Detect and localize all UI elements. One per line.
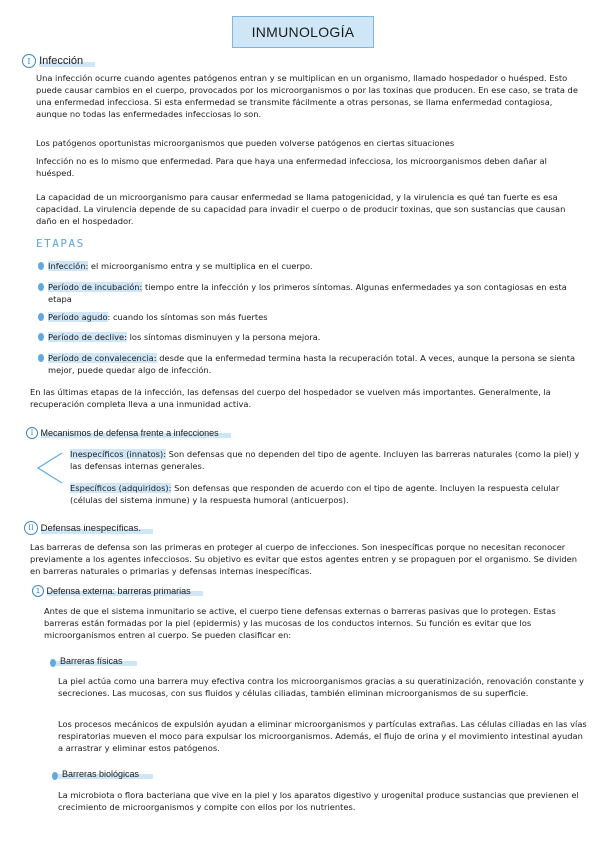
list-item: [70, 448, 590, 472]
paragraph: La microbiota o flora bacteriana que vive en la piel y los aparatos digestivo y urogenital produce sustancias que previenen el crecimiento de microorganismos y compite con ellos por los nutrientes.: [58, 790, 579, 812]
stage-desc: tiempo entre la infección y los primeros síntomas. Algunas enfermedades ya son contagiosas en esta etapa: [48, 282, 567, 304]
stage-term: Infección:: [48, 261, 89, 271]
mechanism-desc: Son defensas que no dependen del tipo de agente. Incluyen las barreras naturales (como la piel) y las defensas internas generales.: [70, 449, 580, 471]
mechanism-term: Inespecíficos (innatos):: [70, 449, 167, 459]
page-title: INMUNOLOGÍA: [232, 16, 374, 48]
stage-desc: desde que la enfermedad termina hasta la recuperación total. A veces, aunque la persona se sienta mejor, puede quedar algo de infección.: [48, 353, 576, 375]
list-item: [48, 331, 588, 343]
stage-term: Período de incubación:: [48, 282, 143, 292]
bullet-icon: [38, 354, 44, 362]
bullet-icon: [38, 262, 44, 270]
section-heading-infeccion: [22, 54, 83, 68]
bullet-icon: [50, 659, 56, 667]
paragraph: Infección no es lo mismo que enfermedad. Para que haya una enfermedad infecciosa, los microorganismos deben dañar al huésped.: [36, 156, 547, 178]
section-title: Infección: [39, 55, 84, 67]
list-item: [48, 311, 588, 323]
paragraph: La piel actúa como una barrera muy efectiva contra los microorganismos gracias a su queratinización, renovación constante y secreciones. Las mucosas, con sus fluidos y células ciliadas, también eliminan microorganismos de su superficie.: [58, 676, 584, 698]
mechanism-desc: Son defensas que responden de acuerdo con el tipo de agente. Incluyen la respuesta celular (células del sistema inmune) y la respuesta humoral (anticuerpos).: [70, 483, 560, 505]
subheading-label: Barreras físicas: [60, 656, 123, 666]
paragraph: Una infección ocurre cuando agentes patógenos entran y se multiplican en un organismo, llamado hospedador o huésped. Esto puede causar cambios en el cuerpo, provocados por los microorganismos o por las toxinas que producen. En ese caso, se trata de una enfermedad infecciosa. Si esta enfermedad se transmite fácilmente a otras personas, se llama enfermedad contagiosa, aunque no todas las enfermedades infecciosas lo son.: [36, 73, 578, 119]
paragraph: Los procesos mecánicos de expulsión ayudan a eliminar microorganismos y partículas extrañas. Las células ciliadas en las vías respiratorias mueven el moco para expulsar los microorganismos. Además, el flujo de orina y el movimiento intestinal ayudan a arrastrar y eliminar estos patógenos.: [58, 719, 587, 753]
paragraph: La capacidad de un microorganismo para causar enfermedad se llama patogenicidad, y la virulencia es qué tan fuerte es esa capacidad. La virulencia depende de su capacidad para invadir el cuerpo o de producir toxinas, que son sustancias que causan daño en el hospedador.: [36, 192, 566, 226]
mechanism-term: Específicos (adquiridos):: [70, 483, 172, 493]
section-heading-defensas: [24, 521, 141, 535]
roman-numeral-badge: II: [24, 521, 38, 535]
etapas-label: ETAPAS: [36, 237, 85, 250]
paragraph: Antes de que el sistema inmunitario se active, el cuerpo tiene defensas externas o barreras pasivas que lo protegen. Estas barreras están formadas por la piel (epidermis) y las mucosas de los conductos internos. Su función es evitar que los microorganismos entren al cuerpo. Se pueden clasificar en:: [44, 606, 556, 640]
bullet-icon: [38, 333, 44, 341]
section-title: Mecanismos de defensa frente a infecciones: [40, 428, 219, 438]
stage-desc: : cuando los síntomas son más fuertes: [107, 312, 268, 322]
paragraph: Los patógenos oportunistas microorganismos que pueden volverse patógenos en ciertas situaciones: [36, 138, 455, 148]
stage-desc: el microorganismo entra y se multiplica en el cuerpo.: [88, 261, 313, 271]
paragraph: En las últimas etapas de la infección, las defensas del cuerpo del hospedador se vuelven más importantes. Generalmente, la recuperación completa lleva a una inmunidad activa.: [30, 387, 551, 409]
list-item: [48, 352, 588, 376]
subheading-label: Barreras biológicas: [62, 769, 140, 779]
number-badge: 1: [32, 585, 44, 597]
stage-term: Período de convalecencia:: [48, 353, 157, 363]
list-item: [70, 482, 590, 506]
bullet-icon: [52, 772, 58, 780]
paragraph: Las barreras de defensa son las primeras en proteger al cuerpo de infecciones. Son inespecíficas porque no necesitan reconocer previamente a los agentes infecciosos. Su objetivo es evitar que estos agentes entren y se propaguen por el organismo. Se dividen en barreras naturales o primarias y defensas internas inespecíficas.: [30, 542, 578, 576]
subsection-heading-barreras-primarias: [32, 585, 191, 597]
subheading-barreras-biologicas: [62, 769, 139, 779]
bullet-icon: [38, 313, 44, 321]
subsection-title: Defensa externa: barreras primarias: [46, 586, 191, 596]
stage-term: Período agudo: [48, 312, 108, 322]
stage-desc: los síntomas disminuyen y la persona mejora.: [126, 332, 321, 342]
section-title: Defensas inespecíficas.: [40, 522, 141, 534]
stage-term: Período de declive:: [48, 332, 127, 342]
list-item: [48, 260, 588, 272]
bullet-icon: [38, 283, 44, 291]
roman-numeral-badge: I: [22, 54, 36, 68]
subheading-barreras-fisicas: [60, 656, 123, 666]
list-item: [48, 281, 588, 305]
roman-numeral-badge: I: [26, 427, 38, 439]
section-heading-mecanismos: [26, 427, 219, 439]
